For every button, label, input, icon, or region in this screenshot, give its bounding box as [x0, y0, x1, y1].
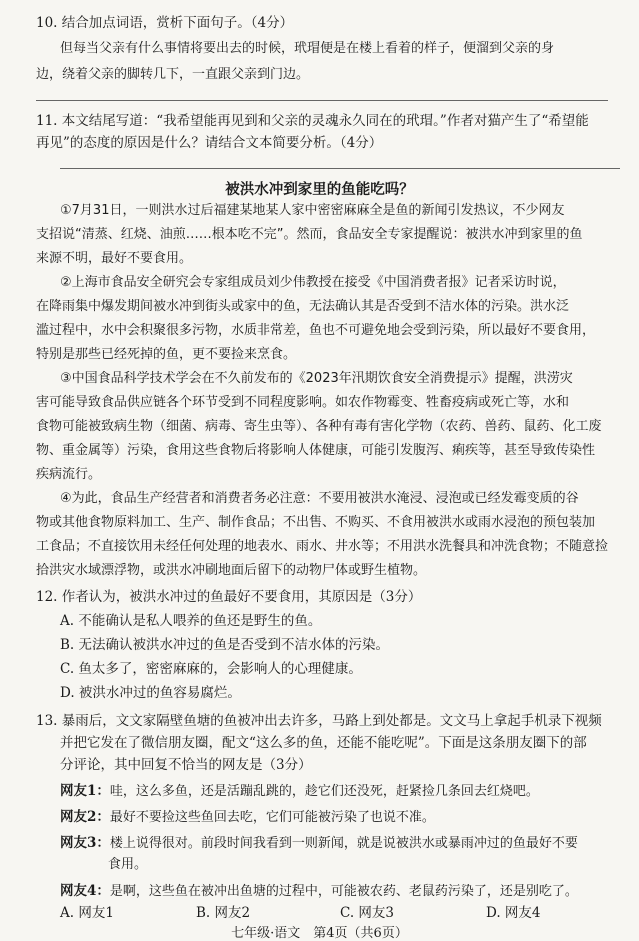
article-p2-line: 特别是那些已经死掉的鱼，更不要捡来烹食。 — [36, 347, 297, 362]
article-p4-line: 拾洪灾水域漂浮物，或洪水冲刷地面后留下的动物尸体或野生植物。 — [36, 563, 427, 578]
reply-text: 是啊，这些鱼在被冲出鱼塘的过程中，可能被农药、老鼠药污染了，还是别吃了。 — [109, 884, 578, 899]
article-p3-line: ③中国食品科学技术学会在不久前发布的《2023年汛期饮食安全消费提示》提醒，洪涝灾 — [60, 371, 573, 386]
q13-reply — [60, 834, 578, 853]
article-p2-line: ②上海市食品安全研究会专家组成员刘少伟教授在接受《中国消费者报》记者采访时说， — [60, 275, 566, 290]
article-p2-line: 在降雨集中爆发期间被水冲到街头或家中的鱼，无法确认其是否受到不洁水体的污染。洪水泛 — [36, 299, 570, 314]
article-p4-line: 物或其他食物原料加工、生产、制作食品；不出售、不购买、不食用被洪水或雨水浸泡的预包装加 — [36, 515, 596, 530]
q11-stem-line2: 再见”的态度的原因是什么？请结合文本简要分析。（4分） — [36, 135, 383, 151]
answer-line — [60, 168, 620, 169]
article-p1-line: 来源不明，最好不要食用。 — [36, 251, 193, 266]
answer-line — [36, 100, 608, 101]
q13-option-b: B. 网友2 — [196, 905, 251, 921]
article-p4-line: 工食品；不直接饮用未经任何处理的地表水、雨水、井水等；不用洪水洗餐具和冲洗食物；不随意捡 — [36, 539, 609, 554]
article-p3-line: 食物可能被致病生物（细菌、病毒、寄生虫等）、各种有毒有害化学物（农药、兽药、鼠药、化工废 — [36, 419, 602, 434]
q13-stem-line1: 13. 暴雨后，文文家隔壁鱼塘的鱼被冲出去许多，马路上到处都是。文文马上拿起手机录下视频 — [36, 713, 602, 729]
article-p4-line: ④为此，食品生产经营者和消费者务必注意：不要用被洪水淹浸、浸泡或已经发霉变质的谷 — [60, 491, 579, 506]
q12-option-d: D. 被洪水冲过的鱼容易腐烂。 — [60, 685, 241, 701]
reply-author: 网友2： — [60, 809, 110, 825]
q12-option-a: A. 不能确认是私人喂养的鱼还是野生的鱼。 — [60, 613, 322, 629]
q13-stem-line3: 分评论，其中回复不恰当的网友是（3分） — [60, 757, 312, 773]
article-title: 被洪水冲到家里的鱼能吃吗？ — [225, 181, 414, 198]
q10-stem: 10. 结合加点词语，赏析下面句子。（4分） — [36, 15, 294, 31]
reply-text-continued: 食用。 — [108, 857, 148, 872]
q10-quote-line2: 边，绕着父亲的脚转几下，一直跟父亲到门边。 — [36, 67, 310, 82]
reply-author: 网友3： — [60, 835, 110, 851]
q10-quote-line1: 但每当父亲有什么事情将要出去的时候，玳瑁便是在楼上看着的样子，便溜到父亲的身 — [60, 41, 555, 56]
reply-text: 哇，这么多鱼，还是活蹦乱跳的，趁它们还没死，赶紧捡几条回去红烧吧。 — [109, 784, 539, 799]
reply-text: 最好不要捡这些鱼回去吃，它们可能被污染了也说不准。 — [109, 810, 435, 825]
q13-reply — [60, 808, 435, 827]
article-p1-line: ①7月31日，一则洪水过后福建某地某人家中密密麻麻全是鱼的新闻引发热议，不少网友 — [60, 203, 565, 218]
article-p3-line: 物、重金属等）污染，食用这些食物后将影响人体健康，可能引发腹泻、痢疾等，甚至导致传染性 — [36, 443, 596, 458]
reply-author: 网友1： — [60, 783, 110, 799]
q12-option-c: C. 鱼太多了，密密麻麻的，会影响人的心理健康。 — [60, 661, 362, 677]
reply-author: 网友4： — [60, 883, 110, 899]
q13-reply — [60, 782, 539, 801]
q12-option-b: B. 无法确认被洪水冲过的鱼是否受到不洁水体的污染。 — [60, 637, 390, 653]
q13-option-c: C. 网友3 — [340, 905, 395, 921]
reply-text: 楼上说得很对。前段时间我看到一则新闻，就是说被洪水或暴雨冲过的鱼最好不要 — [109, 836, 578, 851]
q13-option-a: A. 网友1 — [60, 905, 114, 921]
article-p3-line: 疾病流行。 — [36, 467, 102, 482]
article-p1-line: 支招说“清蒸、红烧、油煎……根本吃不完”。然而，食品安全专家提醒说：被洪水冲到家里的鱼 — [36, 227, 583, 242]
article-p2-line: 滥过程中，水中会积聚很多污物，水质非常差，鱼也不可避免地会受到污染，所以最好不要食用， — [36, 323, 596, 338]
page-footer: 七年级·语文 第4页（共6页） — [231, 926, 408, 941]
q11-stem-line1: 11. 本文结尾写道：“我希望能再见到和父亲的灵魂永久同在的玳瑁。”作者对猫产生了“希望能 — [36, 113, 589, 129]
q12-stem: 12. 作者认为，被洪水冲过的鱼最好不要食用，其原因是（3分） — [36, 589, 422, 605]
q13-reply — [60, 882, 578, 901]
article-p3-line: 害可能导致食品供应链各个环节受到不同程度影响。如农作物霉变、牲畜疫病或死亡等，水和 — [36, 395, 570, 410]
q13-option-d: D. 网友4 — [486, 905, 541, 921]
q13-stem-line2: 并把它发在了微信朋友圈，配文“这么多的鱼，还能不能吃呢”。下面是这条朋友圈下的部 — [60, 735, 587, 751]
